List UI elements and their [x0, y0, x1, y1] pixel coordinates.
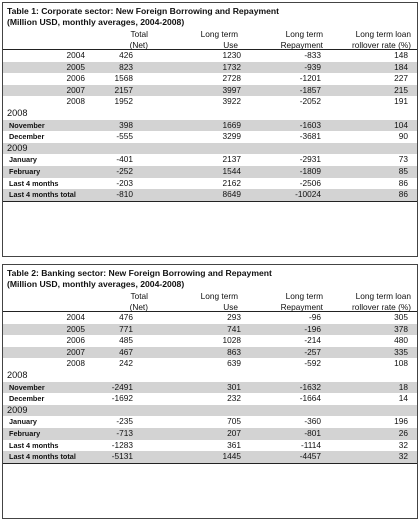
- use-cell: 1028: [222, 335, 241, 346]
- row-label: 2007: [66, 346, 85, 357]
- use-cell: 741: [227, 323, 241, 334]
- repayment-cell: -360: [304, 416, 321, 427]
- header-total: Total (Net): [129, 291, 148, 312]
- total-cell: 823: [119, 61, 133, 72]
- repayment-cell: -196: [304, 323, 321, 334]
- header-total: Total (Net): [129, 29, 148, 50]
- table-row: [3, 393, 417, 405]
- repayment-cell: -3681: [299, 131, 321, 142]
- total-cell: 426: [119, 50, 133, 60]
- table-title: [3, 265, 417, 288]
- repayment-cell: -2506: [299, 177, 321, 188]
- total-cell: 771: [119, 323, 133, 334]
- use-cell: 1732: [222, 61, 241, 72]
- use-cell: 705: [227, 416, 241, 427]
- table-row: [3, 451, 417, 464]
- table-row: [3, 178, 417, 190]
- total-cell: 485: [119, 335, 133, 346]
- row-label: 2005: [66, 323, 85, 334]
- repayment-cell: -939: [304, 61, 321, 72]
- rollover-rate-cell: 191: [394, 96, 408, 107]
- table-row: [3, 120, 417, 132]
- table-subtitle: (Million USD, monthly averages, 2004-2008): [7, 17, 185, 27]
- use-cell: 301: [227, 381, 241, 392]
- row-label: Last 4 months total: [9, 190, 76, 200]
- total-cell: -1692: [111, 393, 133, 404]
- section-year-label: 2009: [7, 404, 28, 415]
- repayment-cell: -257: [304, 346, 321, 357]
- row-label: Last 4 months: [9, 178, 59, 188]
- rollover-rate-cell: 85: [398, 165, 408, 176]
- row-label: December: [9, 132, 45, 142]
- section-header-row: [3, 108, 417, 120]
- total-cell: 242: [119, 358, 133, 369]
- section-header-row: [3, 370, 417, 382]
- repayment-cell: -1201: [299, 73, 321, 84]
- rollover-rate-cell: 378: [394, 323, 408, 334]
- row-label: 2005: [66, 61, 85, 72]
- table-row: [3, 50, 417, 62]
- rollover-rate-cell: 73: [398, 154, 408, 165]
- total-cell: -1283: [111, 439, 133, 450]
- row-label: 2006: [66, 73, 85, 84]
- total-cell: -713: [116, 427, 133, 438]
- header-long-term-use: Long term Use: [200, 29, 238, 50]
- repayment-cell: -1632: [299, 381, 321, 392]
- rollover-rate-cell: 215: [394, 84, 408, 95]
- total-cell: -555: [116, 131, 133, 142]
- section-year-label: 2008: [7, 107, 28, 118]
- repayment-cell: -801: [304, 427, 321, 438]
- use-cell: 3922: [222, 96, 241, 107]
- use-cell: 2728: [222, 73, 241, 84]
- header-long-term-repayment: Long term Repayment: [280, 291, 323, 312]
- rollover-rate-cell: 90: [398, 131, 408, 142]
- use-cell: 1544: [222, 165, 241, 176]
- banking-sector-table: [2, 264, 418, 519]
- column-headers: [3, 288, 417, 312]
- row-label: January: [9, 155, 37, 165]
- repayment-cell: -1603: [299, 119, 321, 130]
- use-cell: 2162: [222, 177, 241, 188]
- rollover-rate-cell: 335: [394, 346, 408, 357]
- table-row: [3, 358, 417, 370]
- row-label: 2004: [66, 312, 85, 322]
- use-cell: 1669: [222, 119, 241, 130]
- row-label: February: [9, 428, 41, 438]
- total-cell: 476: [119, 312, 133, 322]
- use-cell: 1445: [222, 451, 241, 462]
- table-title-line1: Table 2: Banking sector: New Foreign Borrowing and Repayment: [7, 268, 272, 278]
- total-cell: -235: [116, 416, 133, 427]
- rollover-rate-cell: 32: [398, 451, 408, 462]
- rollover-rate-cell: 196: [394, 416, 408, 427]
- section-header-row: [3, 405, 417, 417]
- rollover-rate-cell: 14: [398, 393, 408, 404]
- use-cell: 1230: [222, 50, 241, 60]
- table-row: [3, 312, 417, 324]
- table-row: [3, 189, 417, 202]
- table-row: [3, 428, 417, 440]
- table-row: [3, 131, 417, 143]
- row-label: December: [9, 394, 45, 404]
- repayment-cell: -833: [304, 50, 321, 60]
- header-long-term-use: Long term Use: [200, 291, 238, 312]
- total-cell: 1568: [114, 73, 133, 84]
- header-rollover-rate: Long term loan rollover rate (%): [351, 29, 411, 50]
- table-row: [3, 335, 417, 347]
- section-year-label: 2008: [7, 369, 28, 380]
- total-cell: -401: [116, 154, 133, 165]
- use-cell: 232: [227, 393, 241, 404]
- total-cell: -252: [116, 165, 133, 176]
- use-cell: 293: [227, 312, 241, 322]
- repayment-cell: -96: [309, 312, 321, 322]
- use-cell: 863: [227, 346, 241, 357]
- repayment-cell: -214: [304, 335, 321, 346]
- repayment-cell: -1809: [299, 165, 321, 176]
- total-cell: -2491: [111, 381, 133, 392]
- row-label: Last 4 months total: [9, 452, 76, 462]
- row-label: November: [9, 382, 45, 392]
- rollover-rate-cell: 86: [398, 189, 408, 200]
- rollover-rate-cell: 108: [394, 358, 408, 369]
- repayment-cell: -592: [304, 358, 321, 369]
- repayment-cell: -10024: [295, 189, 321, 200]
- total-cell: 467: [119, 346, 133, 357]
- table-row: [3, 85, 417, 97]
- rollover-rate-cell: 480: [394, 335, 408, 346]
- section-year-label: 2009: [7, 142, 28, 153]
- rollover-rate-cell: 26: [398, 427, 408, 438]
- table-row: [3, 154, 417, 166]
- section-header-row: [3, 143, 417, 155]
- table-body: [3, 50, 417, 202]
- use-cell: 207: [227, 427, 241, 438]
- row-label: 2004: [66, 50, 85, 60]
- row-label: Last 4 months: [9, 440, 59, 450]
- repayment-cell: -1664: [299, 393, 321, 404]
- use-cell: 361: [227, 439, 241, 450]
- table-title: [3, 3, 417, 26]
- repayment-cell: -1114: [301, 439, 321, 450]
- row-label: January: [9, 417, 37, 427]
- row-label: 2008: [66, 96, 85, 107]
- table-row: [3, 73, 417, 85]
- total-cell: -5131: [111, 451, 133, 462]
- repayment-cell: -2052: [299, 96, 321, 107]
- use-cell: 639: [227, 358, 241, 369]
- row-label: 2006: [66, 335, 85, 346]
- rollover-rate-cell: 148: [394, 50, 408, 60]
- table-row: [3, 416, 417, 428]
- header-rollover-rate: Long term loan rollover rate (%): [351, 291, 411, 312]
- total-cell: -203: [116, 177, 133, 188]
- column-headers: [3, 26, 417, 50]
- table-body: [3, 312, 417, 464]
- table-row: [3, 96, 417, 108]
- table-row: [3, 440, 417, 452]
- total-cell: 2157: [114, 84, 133, 95]
- use-cell: 8649: [222, 189, 241, 200]
- row-label: February: [9, 166, 41, 176]
- table-title-line1: Table 1: Corporate sector: New Foreign Borrowing and Repayment: [7, 6, 280, 16]
- row-label: 2008: [66, 358, 85, 369]
- repayment-cell: -1857: [299, 84, 321, 95]
- table-row: [3, 347, 417, 359]
- repayment-cell: -2931: [299, 154, 321, 165]
- rollover-rate-cell: 227: [394, 73, 408, 84]
- repayment-cell: -4457: [299, 451, 321, 462]
- rollover-rate-cell: 18: [398, 381, 408, 392]
- table-row: [3, 62, 417, 74]
- total-cell: 398: [119, 119, 133, 130]
- row-label: 2007: [66, 84, 85, 95]
- rollover-rate-cell: 32: [398, 439, 408, 450]
- rollover-rate-cell: 184: [394, 61, 408, 72]
- table-row: [3, 324, 417, 336]
- rollover-rate-cell: 86: [398, 177, 408, 188]
- row-label: November: [9, 120, 45, 130]
- corporate-sector-table: [2, 2, 418, 257]
- header-long-term-repayment: Long term Repayment: [280, 29, 323, 50]
- use-cell: 3997: [222, 84, 241, 95]
- table-row: [3, 166, 417, 178]
- use-cell: 2137: [222, 154, 241, 165]
- table-subtitle: (Million USD, monthly averages, 2004-2008): [7, 279, 185, 289]
- use-cell: 3299: [222, 131, 241, 142]
- total-cell: -810: [116, 189, 133, 200]
- rollover-rate-cell: 104: [394, 119, 408, 130]
- rollover-rate-cell: 305: [394, 312, 408, 322]
- total-cell: 1952: [114, 96, 133, 107]
- table-row: [3, 382, 417, 394]
